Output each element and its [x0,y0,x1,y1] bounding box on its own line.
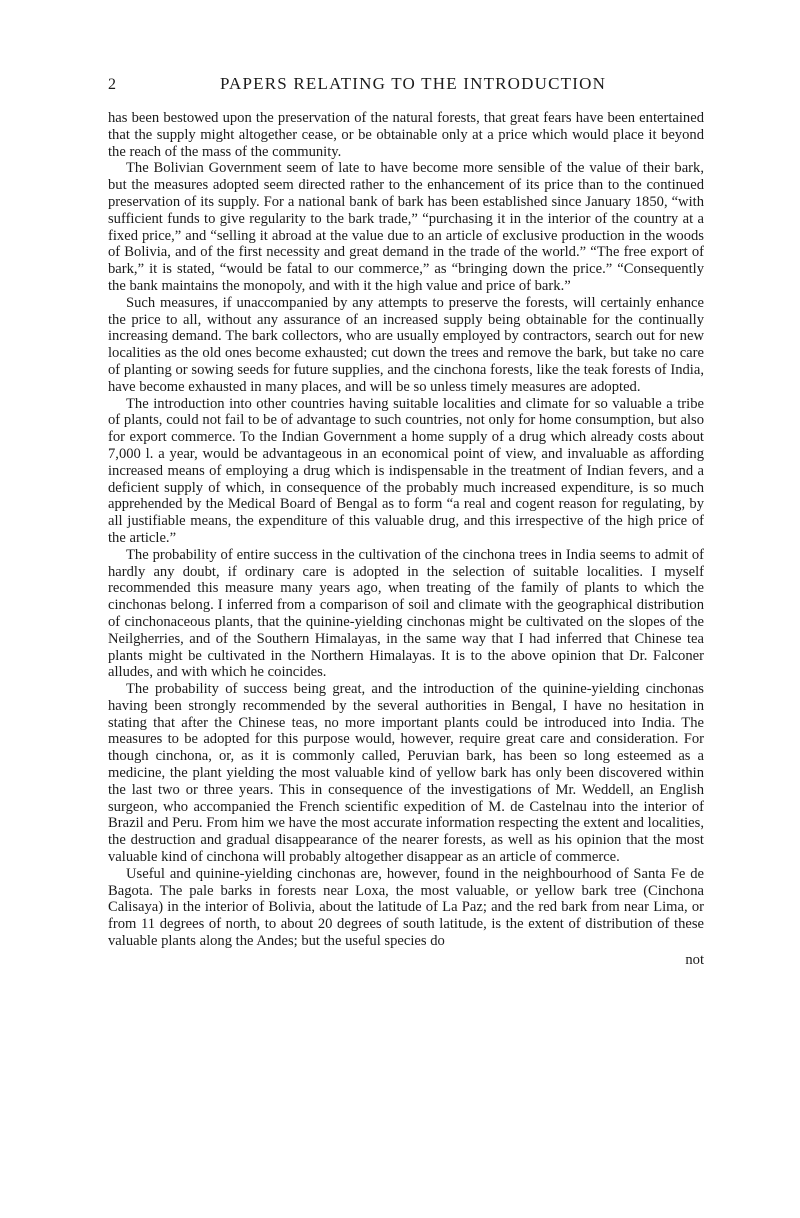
paragraph-2: The Bolivian Government seem of late to have become more sensible of the value of their bark, but the measures adopted seem directed rather to the enhancement of its price than to the continued preservation of its supply. For a national bank of bark has been established since January 1850, “with sufficient funds to give regularity to the bark trade,” “purchasing it in the interior of the country at a fixed price,” and “selling it abroad at the value due to an article of exclusive production in the woods of Bolivia, and of the first necessity and great demand in the trade of the world.” “The free export of bark,” it is stated, “would be fatal to our commerce,” as “bringing down the price.” “Consequently the bank maintains the monopoly, and with it the high value and price of bark.” [108,160,704,294]
body-text [108,110,704,950]
running-head [108,74,704,94]
header-title: PAPERS RELATING TO THE INTRODUCTION [219,74,607,93]
paragraph-3: Such measures, if unaccompanied by any attempts to preserve the forests, will certainly enhance the price to all, without any assurance of an increased supply being obtainable for the continually increasing demand. The bark collectors, who are usually employed by contractors, search out for new localities as the old ones become exhausted; cut down the trees and remove the bark, but take no care of planting or sowing seeds for future supplies, and the cinchona forests, like the teak forests of India, have become exhausted in many places, and will be so unless timely measures are adopted. [108,294,704,395]
catchword: not [685,951,704,968]
paragraph-1: has been bestowed upon the preservation of the natural forests, that great fears have been entertained that the supply might altogether cease, or be obtainable only at a price which would place it beyond the reach of the mass of the community. [108,110,704,160]
paragraph-4: The introduction into other countries having suitable localities and climate for so valuable a tribe of plants, could not fail to be of advantage to such countries, not only for home consumption, but also for export commerce. To the Indian Government a home supply of a drug which already costs about 7,000 l. a year, would be advantageous in an economical point of view, and invaluable as affording increased means of employing a drug which is indispensable in the treatment of Indian fevers, and a deficient supply of which, in consequence of the probably much increased expenditure, is so much apprehended by the Medical Board of Bengal as to form “a real and cogent reason for regulating, by all justifiable means, the expenditure of this valuable drug, and this irrespective of the high price of the article.” [108,395,704,546]
paragraph-7: Useful and quinine-yielding cinchonas are, however, found in the neighbourhood of Santa Fe de Bagota. The pale barks in forests near Loxa, the most valuable, or yellow bark tree (Cinchona Calisaya) in the interior of Bolivia, about the latitude of La Paz; and the red bark from near Lima, or from 11 degrees of north, to about 20 degrees of south latitude, is the extent of distribution of these valuable plants along the Andes; but the useful species do [108,865,704,950]
page-number: 2 [108,76,116,93]
paragraph-6: The probability of success being great, and the introduction of the quinine-yielding cinchonas having been strongly recommended by the several authorities in Bengal, I have no hesitation in stating that after the Chinese teas, no more important plants could be introduced into India. The measures to be adopted for this purpose would, however, require great care and consideration. For though cinchona, or, as it is commonly called, Peruvian bark, has been so long esteemed as a medicine, the plant yielding the most valuable kind of yellow bark has only been discovered within the last two or three years. This in consequence of the investigations of Mr. Weddell, an English surgeon, who accompanied the French scientific expedition of M. de Castelnau into the interior of Brazil and Peru. From him we have the most accurate information respecting the extent and localities, the destruction and gradual disappearance of the nearer forests, as well as his opinion that the most valuable kind of cinchona will probably altogether disappear as an article of commerce. [108,681,704,866]
paragraph-5: The probability of entire success in the cultivation of the cinchona trees in India seems to admit of hardly any doubt, if ordinary care is adopted in the selection of suitable localities. I myself recommended this measure many years ago, when treating of the family of plants to which the cinchonas belong. I inferred from a comparison of soil and climate with the geographical distribution of cinchonaceous plants, that the quinine-yielding cinchonas might be cultivated on the slopes of the Neilgherries, and of the Southern Himalayas, in the same way that I had inferred that Chinese tea plants might be cultivated in the Northern Himalayas. It is to the above opinion that Dr. Falconer alludes, and with which he coincides. [108,546,704,681]
